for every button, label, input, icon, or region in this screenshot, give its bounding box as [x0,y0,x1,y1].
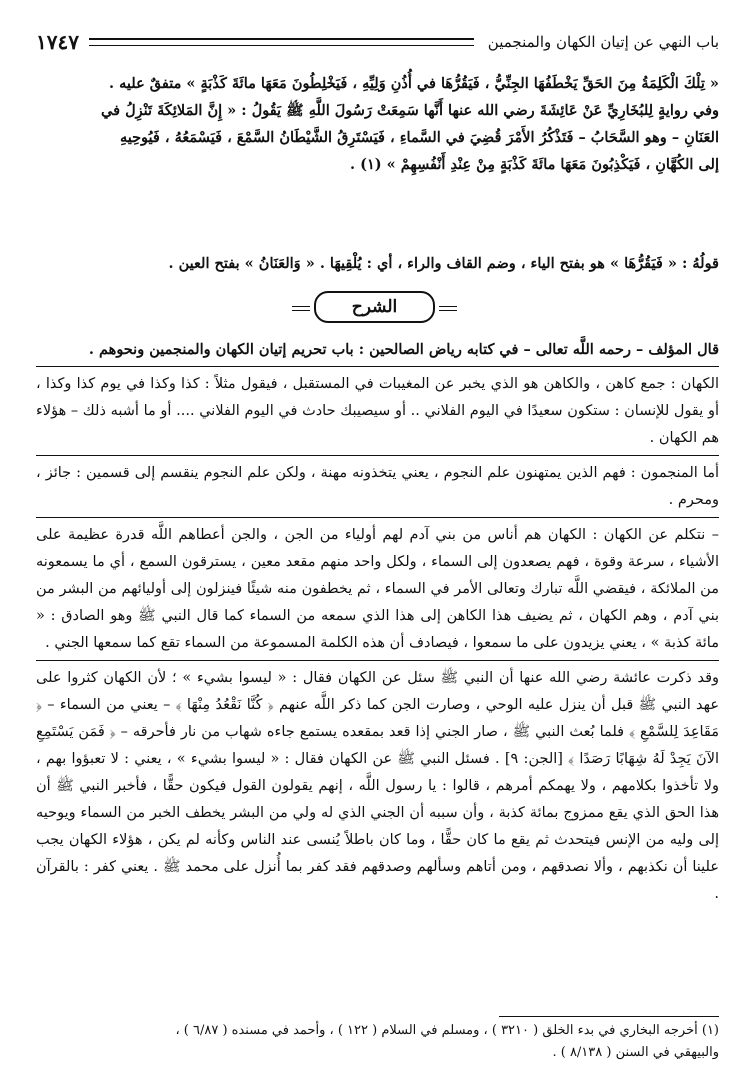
hadith-line: العَنَانِ – وهو السَّحَابُ – فَتَذْكُرُ الأَمْرَ قُضِيَ في السَّماءِ ، فَيَسْتَرِقُ الشَّيْطَانُ السَّمْعَ ، فَيَسْمَعُهُ ، فَيُوحِيهِ [119,129,719,146]
footnote-rule [499,1016,719,1017]
footnote [36,1020,719,1064]
paragraph-divider [36,660,719,661]
sharh-paragraph: الكهان : جمع كاهن ، والكاهن هو الذي يخبر عن المغيبات في المستقبل ، فيقول مثلاً : كذا وكذا في يوم كذا وكذا ، أو يقول للإنسان : ستكون سعيدًا في اليوم الفلاني .. أو سيصيبك حادث في اليوم الفلاني .... أو ما أشبه ذلك – هؤلاء هم الكهان . [36,376,719,446]
paragraph-divider [36,517,719,518]
hadith-line: وفي روايةٍ لِلبُخَارِيِّ عَنْ عَائِشَةَ رضي الله عنها أَنَّها سَمِعَتْ رَسُولَ اللَّهِ ﷺ يَقُولُ : « إِنَّ المَلائِكَةَ تَنْزِلُ في [101,102,719,119]
note-text: قولُهُ : « فَيَقُرُّهَا » هو بفتح الياء ، وضم القاف والراء ، أي : يُلْقِيهَا . « وَالعَنَانُ » بفتح العين . [168,255,719,272]
header-rule [89,38,474,46]
sharh-heading-frame [292,289,457,325]
hadith-line: إلى الكُهَّانِ ، فَيَكْذِبُونَ مَعَهَا مائَةَ كَذْبَةٍ مِنْ عِنْدِ أَنْفُسِهِمْ » (١) . [349,156,719,173]
paragraph-divider [36,366,719,367]
footnote-line: والبيهقي في السنن ( ٨/١٣٨ ) . [552,1045,719,1060]
chapter-title: باب النهي عن إتيان الكهان والمنجمين [487,33,719,51]
hadith-text [36,70,719,178]
sharh-heading: الشرح [314,291,435,323]
sharh-paragraph: قال المؤلف – رحمه اللَّه تعالى – في كتابه رياض الصالحين : باب تحريم إتيان الكهان والمنجمين ونحوهم . [88,341,719,358]
sharh-paragraph: – نتكلم عن الكهان : الكهان هم أناس من بني آدم لهم أولياء من الجن ، والجن أعطاهم اللَّه قدرة عظيمة على الأشياء ، سرعة وقوة ، فهم يصعدون إلى السماء ، ولكل واحد منهم مقعد معين ، يسترقون السمع ، أي ما يسمعونه من الملائكة ، فيقضي اللَّه تبارك وتعالى الأمر في السماء ، ثم يخطفون منه شيئًا فينزلون إلى أوليائهم من البشر من بني آدم ، وهم الكهان ، ثم يضيف هذا الكاهن إلى هذا الذي سمعه من السماء كما قال النبي ﷺ وهو الصادق : « مائة كذبة » ، يعني يزيدون على ما سمعوا ، فيصادف أن هذه الكلمة المسموعة من السماء تقع كما سمعها الجني . [36,527,719,651]
paragraph-divider [36,455,719,456]
frame-ornament-left [292,306,310,311]
hadith-line: « تِلْكَ الْكَلِمَةُ مِنَ الحَقِّ يَخْطَفُهَا الجِنِّيُّ ، فَيَقُرُّهَا في أُذُنِ وَلِيِّهِ ، فَيَخْلِطُونَ مَعَهَا مائَةَ كَذْبَةٍ » متفقٌ عليه . [109,75,719,92]
page-number: ١٧٤٧ [36,30,79,54]
frame-ornament-right [439,306,457,311]
page-header [36,28,719,56]
footnote-line: (١) أخرجه البخاري في بدء الخلق ( ٣٢١٠ ) ، ومسلم في السلام ( ١٢٢ ) ، وأحمد في مسنده ( ٦/٨٧ ) ، [175,1023,719,1038]
sharh-text [36,336,719,908]
sharh-paragraph: أما المنجمون : فهم الذين يمتهنون علم النجوم ، يعني يتخذونه مهنة ، ولكن علم النجوم ينقسم إلى قسمين : جائز ، ومحرم . [36,465,719,508]
sharh-paragraph: وقد ذكرت عائشة رضي الله عنها أن النبي ﷺ سئل عن الكهان فقال : « ليسوا بشيء » ؛ لأن الكهان كثروا على عهد النبي ﷺ قبل أن ينزل عليه الوحي ، وصارت الجن كما ذكر اللَّه عنهم ﴿ كُنَّا نَقْعُدُ مِنْهَا ﴾ – يعني من السماء – ﴿ مَقَاعِدَ لِلسَّمْعِ ﴾ فلما بُعث النبي ﷺ ، صار الجني إذا قعد بمقعده يستمع جاءه شهاب من نار فأحرقه – ﴿ فَمَن يَسْتَمِعِ الآنَ يَجِدْ لَهُ شِهَابًا رَصَدًا ﴾ [الجن: ٩] . فسئل النبي ﷺ عن الكهان فقال : « ليسوا بشيء » ، يعني : لا تعبؤوا بهم ، ولا تأخذوا بكلامهم ، ولا يهمكم أمرهم ، قالوا : يا رسول اللَّه ، إنهم يقولون القول فيكون حقًّا ، فأخبر النبي ﷺ أن هذا الحق الذي يقع ممزوج بمائة كذبة ، وأن سببه أن الجني الذي له ولي من البشر يخطف الخبر من السماء ويوحيه إلى وليه من الإنس فيتحدث ثم يقع ما كان حقًّا ، وما كان باطلاً يُنسى عند الناس وكأنه لم يكن ، هؤلاء الكهان يجب علينا أن نكذبهم ، وألا نصدقهم ، ومن أتاهم وسألهم وصدقهم فقد كفر بما أُنزل على محمد ﷺ . يعني كفر : بالقرآن . [36,670,719,902]
vocabulary-note [36,250,719,277]
